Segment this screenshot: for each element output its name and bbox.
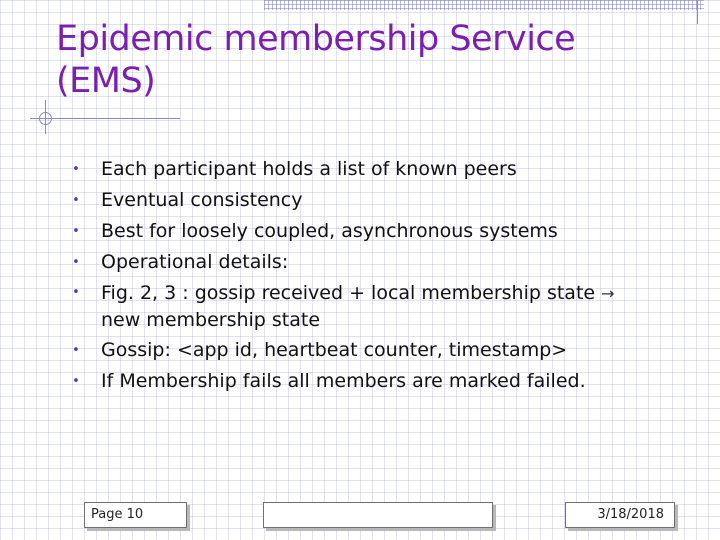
bullet-item — [70, 366, 690, 397]
bullet-item — [70, 335, 690, 366]
bullet-icon: • — [72, 343, 80, 358]
bullet-icon: • — [72, 193, 80, 208]
bullet-item — [70, 154, 690, 185]
arrow-icon: → — [601, 284, 615, 303]
bullet-text-continuation: new membership state — [101, 309, 321, 331]
slide-title-line-1: Epidemic membership Service — [56, 19, 576, 59]
slide-title — [56, 18, 676, 102]
slide-title-line-2: (EMS) — [56, 61, 156, 101]
bullet-list — [70, 154, 690, 397]
bullet-icon: • — [72, 374, 80, 389]
header-grid-band — [264, 0, 704, 10]
footer-page-number: Page 10 — [84, 502, 187, 528]
bullet-text: Fig. 2, 3 : gossip received + local membership state — [101, 282, 596, 304]
bullet-item — [70, 278, 690, 335]
decorative-circle-icon — [39, 112, 52, 125]
bullet-text: Best for loosely coupled, asynchronous systems — [101, 220, 558, 242]
bullet-item — [70, 216, 690, 247]
bullet-icon: • — [72, 285, 80, 300]
decorative-horizontal-line — [30, 118, 180, 119]
bullet-icon: • — [72, 224, 80, 239]
bullet-item — [70, 247, 690, 278]
bullet-item — [70, 185, 690, 216]
bullet-icon: • — [72, 162, 80, 177]
bullet-text: Each participant holds a list of known peers — [101, 158, 517, 180]
footer-date: 3/18/2018 — [565, 502, 675, 528]
bullet-icon: • — [72, 255, 80, 270]
footer-center-box — [263, 502, 493, 528]
bullet-text: Eventual consistency — [101, 189, 303, 211]
bullet-text: Gossip: <app id, heartbeat counter, timestamp> — [101, 339, 568, 361]
bullet-text: Operational details: — [101, 251, 289, 273]
bullet-text: If Membership fails all members are marked failed. — [101, 370, 586, 392]
corner-line — [697, 0, 698, 24]
